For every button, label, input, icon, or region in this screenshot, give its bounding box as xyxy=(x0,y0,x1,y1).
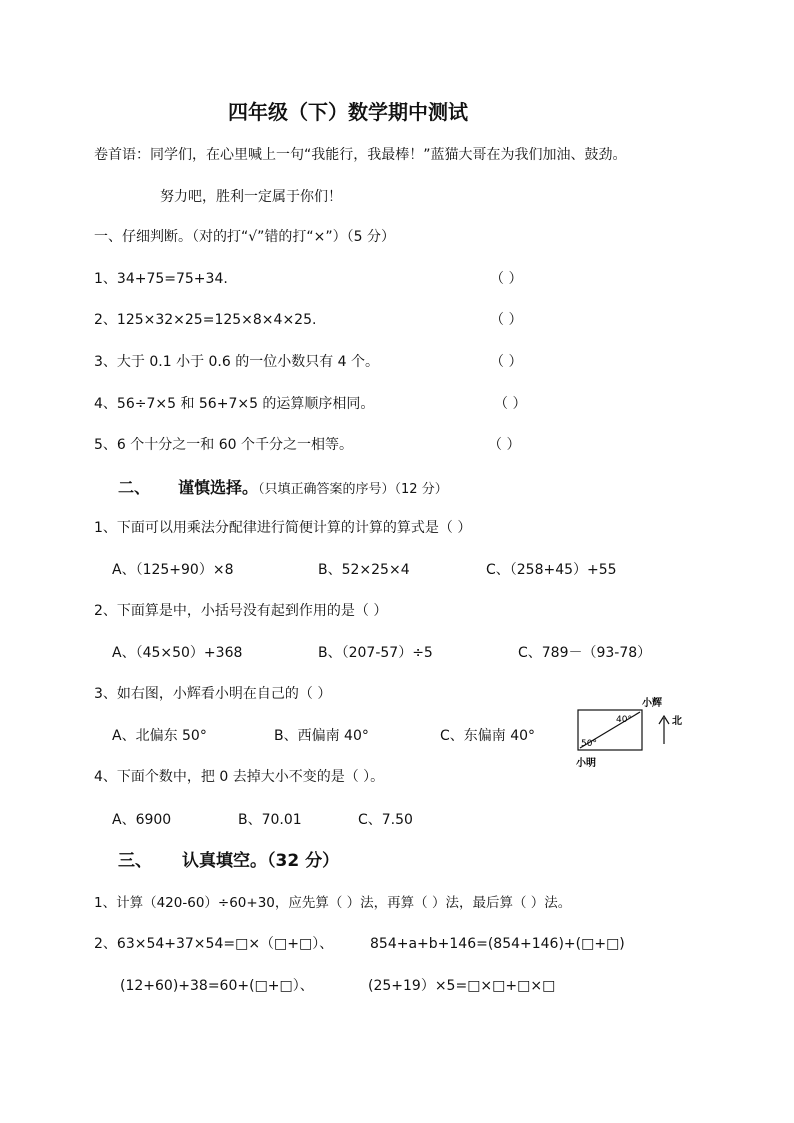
choice-q2-option-c[interactable]: C、789－（93-78） xyxy=(518,645,652,661)
section1-heading: 一、仔细判断。（对的打“√”错的打“×”）（5 分） xyxy=(94,229,396,245)
choice-q2-option-a[interactable]: A、（45×50）+368 xyxy=(112,645,243,661)
section2-heading xyxy=(118,478,448,500)
section2-note: （只填正确答案的序号）（12 分） xyxy=(258,482,448,497)
choice-q1: 1、下面可以用乘法分配律进行简便计算的计算的算式是（ ） xyxy=(94,520,472,536)
section3-heading xyxy=(118,850,339,872)
fill-q1: 1、计算（420-60）÷60+30，应先算（ ）法，再算（ ）法，最后算（ ）法。 xyxy=(94,895,572,911)
page-title: 四年级（下）数学期中测试 xyxy=(228,100,468,124)
section3-number: 三、 xyxy=(118,851,152,871)
section2-title: 谨慎选择。 xyxy=(178,478,259,497)
choice-q4-option-a[interactable]: A、6900 xyxy=(112,812,172,828)
section2-number: 二、 xyxy=(118,478,151,497)
fill-q2-part-a: 2、63×54+37×54=□×（□+□）、 xyxy=(94,936,334,952)
preface-line-1: 卷首语：同学们，在心里喊上一句“我能行，我最棒！”蓝猫大哥在为我们加油、鼓劲。 xyxy=(94,147,627,163)
judge-item-3: 3、大于 0.1 小于 0.6 的一位小数只有 4 个。 xyxy=(94,354,380,370)
diagram-label-xiaohui: 小辉 xyxy=(642,698,662,709)
choice-q1-option-a[interactable]: A、（125+90）×8 xyxy=(112,562,234,578)
diagram-label-north: 北 xyxy=(672,716,682,727)
judge-blank-5[interactable]: （ ） xyxy=(488,437,521,453)
diagram-label-xiaoming: 小明 xyxy=(576,758,596,769)
diagram-angle-40: 40° xyxy=(616,715,632,725)
judge-blank-4[interactable]: （ ） xyxy=(494,396,527,412)
choice-q1-option-c[interactable]: C、（258+45）+55 xyxy=(486,562,617,578)
choice-q1-option-b[interactable]: B、52×25×4 xyxy=(318,562,410,578)
choice-q2: 2、下面算是中，小括号没有起到作用的是（ ） xyxy=(94,603,388,619)
judge-item-1: 1、34+75=75+34. xyxy=(94,271,228,287)
judge-item-5: 5、6 个十分之一和 60 个千分之一相等。 xyxy=(94,437,353,453)
choice-q3-option-b[interactable]: B、西偏南 40° xyxy=(274,728,369,744)
judge-item-2: 2、125×32×25=125×8×4×25. xyxy=(94,312,317,328)
choice-q3: 3、如右图，小辉看小明在自己的（ ） xyxy=(94,686,332,702)
judge-blank-3[interactable]: （ ） xyxy=(490,354,523,370)
preface-line-2: 努力吧，胜利一定属于你们！ xyxy=(160,189,342,205)
choice-q4: 4、下面个数中，把 0 去掉大小不变的是（ ）。 xyxy=(94,769,385,785)
choice-q4-option-b[interactable]: B、70.01 xyxy=(238,812,302,828)
fill-q2-part-d: (25+19）×5=□×□+□×□ xyxy=(368,978,556,994)
fill-q2-part-c: (12+60)+38=60+(□+□）、 xyxy=(120,978,314,994)
judge-item-4: 4、56÷7×5 和 56+7×5 的运算顺序相同。 xyxy=(94,396,375,412)
judge-blank-2[interactable]: （ ） xyxy=(490,312,523,328)
direction-diagram xyxy=(572,694,692,774)
choice-q4-option-c[interactable]: C、7.50 xyxy=(358,812,413,828)
section3-title: 认真填空。（32 分） xyxy=(182,851,340,871)
diagram-angle-50: 50° xyxy=(581,739,597,749)
choice-q2-option-b[interactable]: B、（207-57）÷5 xyxy=(318,645,433,661)
choice-q3-option-c[interactable]: C、东偏南 40° xyxy=(440,728,536,744)
choice-q3-option-a[interactable]: A、北偏东 50° xyxy=(112,728,207,744)
judge-blank-1[interactable]: （ ） xyxy=(490,271,523,287)
fill-q2-part-b: 854+a+b+146=(854+146)+(□+□) xyxy=(370,936,625,952)
